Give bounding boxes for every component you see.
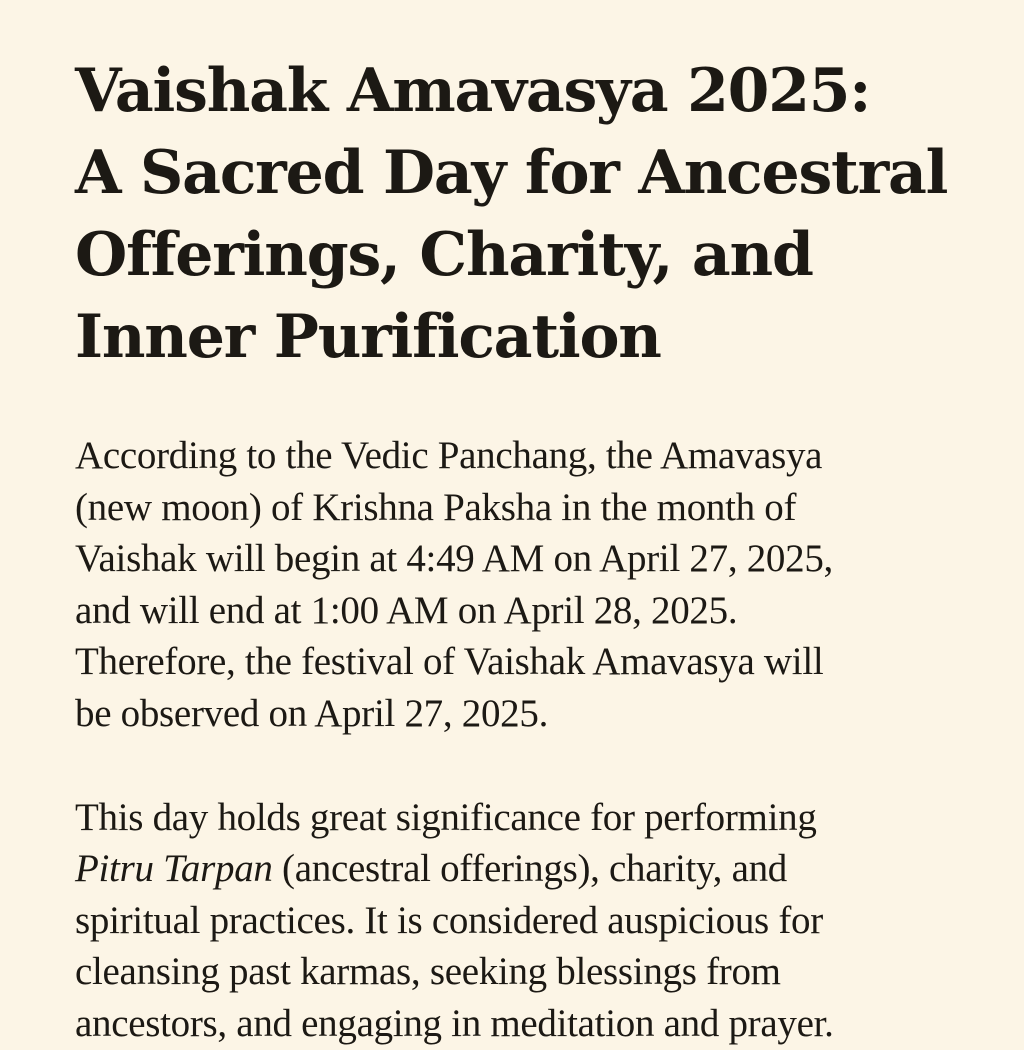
paragraph-dates: [75, 430, 955, 740]
paragraph-line: spiritual practices. It is considered auspicious for: [75, 898, 823, 942]
pitru-tarpan-term: Pitru Tarpan: [75, 847, 273, 891]
paragraph-line: Therefore, the festival of Vaishak Amavasya will: [75, 640, 824, 684]
paragraph-line: This day holds great significance for performing: [75, 795, 817, 839]
title-line: A Sacred Day for Ancestral: [75, 138, 948, 208]
paragraph-line: Vaishak will begin at 4:49 AM on April 27, 2025,: [75, 537, 833, 581]
article-title: [75, 50, 955, 378]
paragraph-significance: [75, 792, 955, 1050]
paragraph-line: (new moon) of Krishna Paksha in the month of: [75, 485, 797, 529]
paragraph-line: and will end at 1:00 AM on April 28, 2025.: [75, 588, 738, 632]
paragraph-line-rest: (ancestral offerings), charity, and: [272, 847, 787, 891]
title-line: Vaishak Amavasya 2025:: [75, 56, 871, 126]
title-line: Offerings, Charity, and: [75, 220, 813, 290]
title-line: Inner Purification: [75, 302, 661, 372]
article: [75, 50, 955, 1050]
paragraph-line: ancestors, and engaging in meditation and prayer.: [75, 1001, 834, 1045]
paragraph-line: According to the Vedic Panchang, the Amavasya: [75, 434, 823, 477]
paragraph-line: be observed on April 27, 2025.: [75, 691, 549, 735]
paragraph-line: [75, 843, 955, 895]
paragraph-line: cleansing past karmas, seeking blessings from: [75, 950, 781, 994]
